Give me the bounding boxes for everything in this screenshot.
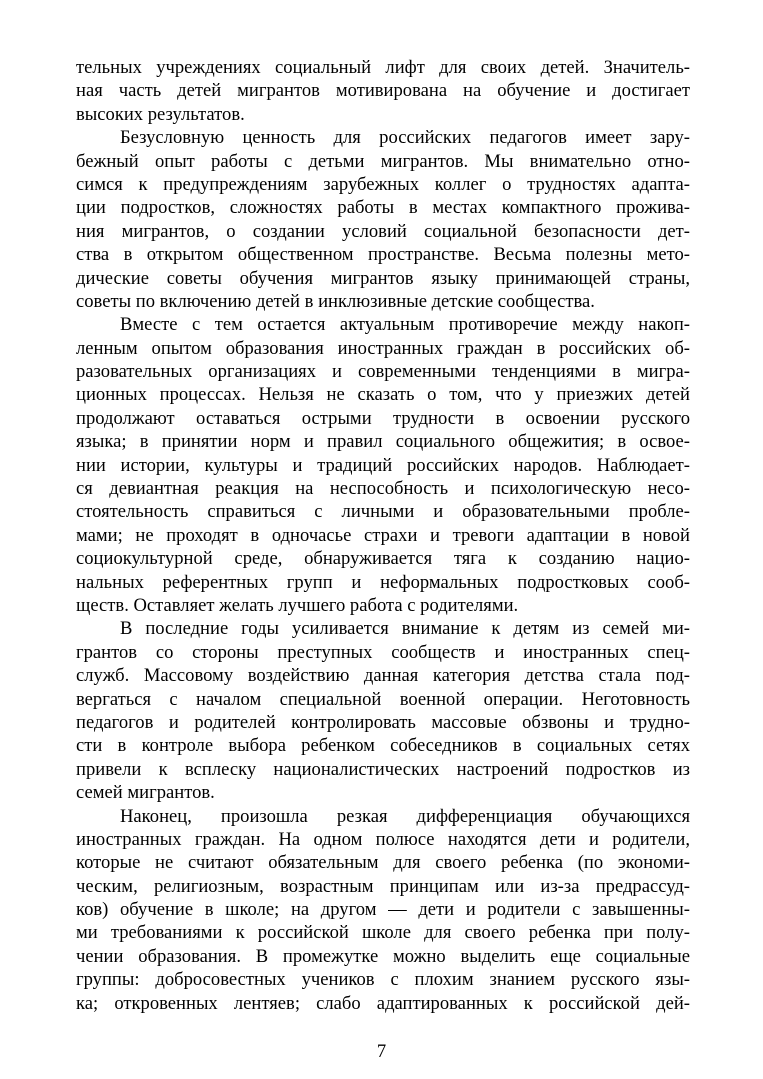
text-line: ции подростков, сложностях работы в местах компактного прожива- (76, 197, 690, 219)
text-line: которые не считают обязательным для своего ребенка (по экономи- (76, 852, 690, 874)
text-line: грантов со стороны преступных сообществ и иностранных спец- (76, 641, 690, 663)
text-line: ческим, религиозным, возрастным принципам или из-за предрассуд- (76, 875, 690, 897)
text-line: продолжают оставаться острыми трудности в освоении русского (76, 407, 690, 429)
text-line: семей мигрантов. (76, 782, 215, 804)
text-line: привели к всплеску националистических настроений подростков из (76, 758, 690, 780)
paragraph (76, 313, 690, 617)
text-line: дические советы обучения мигрантов языку принимающей страны, (76, 267, 690, 289)
text-line: ционных процессах. Нельзя не сказать о том, что у приезжих детей (76, 384, 690, 406)
paragraph (76, 617, 690, 804)
text-line: педагогов и родителей контролировать массовые обзвоны и трудно- (76, 711, 690, 733)
text-line: вергаться с началом специальной военной операции. Неготовность (76, 688, 690, 710)
page-number: 7 (376, 1041, 387, 1062)
text-line: Безусловную ценность для российских педагогов имеет зару- (120, 127, 690, 149)
paragraph (76, 126, 690, 313)
text-line: советы по включению детей в инклюзивные детские сообщества. (76, 290, 595, 312)
text-line: служб. Массовому воздействию данная категория детства стала под- (76, 665, 690, 687)
text-line: разовательных организациях и современными тенденциями в мигра- (76, 361, 690, 383)
text-line: стоятельность справиться с личными и образовательными пробле- (76, 501, 690, 523)
text-line: нальных референтных групп и неформальных подростковых сооб- (76, 571, 690, 593)
text-line: иностранных граждан. На одном полюсе находятся дети и родители, (76, 828, 690, 850)
text-line: ществ. Оставляет желать лучшего работа с родителями. (76, 594, 519, 616)
text-line: ства в открытом общественном пространстве. Весьма полезны мето- (76, 244, 690, 266)
text-line: группы: добросовестных учеников с плохим знанием русского язы- (76, 969, 690, 991)
text-line: ми требованиями к российской школе для своего ребенка при полу- (76, 922, 690, 944)
text-line: ния мигрантов, о создании условий социальной безопасности дет- (76, 220, 690, 242)
text-line: ная часть детей мигрантов мотивирована на обучение и достигает (76, 80, 690, 102)
text-line: ся девиантная реакция на неспособность и психологическую несо- (76, 478, 690, 500)
text-line: тельных учреждениях социальный лифт для своих детей. Значитель- (76, 57, 690, 78)
text-line: мами; не проходят в одночасье страхи и тревоги адаптации в новой (76, 524, 690, 546)
text-line: ков) обучение в школе; на другом — дети и родители с завышенны- (76, 899, 690, 921)
text-line: нии истории, культуры и традиций российских народов. Наблюдает- (76, 454, 690, 476)
page-body (76, 56, 690, 1015)
text-line: чении образования. В промежутке можно выделить еще социальные (76, 945, 690, 967)
paragraph (76, 56, 690, 126)
text-line: бежный опыт работы с детьми мигрантов. Мы внимательно отно- (76, 150, 690, 172)
text-line: ка; откровенных лентяев; слабо адаптированных к российской дей- (76, 992, 690, 1014)
text-line: социокультурной среде, обнаруживается тяга к созданию нацио- (76, 548, 690, 570)
text-line: Наконец, произошла резкая дифференциация обучающихся (120, 805, 690, 827)
text-line: ленным опытом образования иностранных граждан в российских об- (76, 337, 690, 359)
text-line: высоких результатов. (76, 103, 245, 125)
text-line: сти в контроле выбора ребенком собеседников в социальных сетях (76, 735, 690, 757)
text-line: В последние годы усиливается внимание к детям из семей ми- (120, 618, 690, 640)
text-line: языка; в принятии норм и правил социального общежития; в освое- (76, 431, 690, 453)
text-line: Вместе с тем остается актуальным противоречие между накоп- (120, 314, 690, 336)
text-line: симся к предупреждениям зарубежных коллег о трудностях адапта- (76, 173, 690, 195)
paragraph (76, 805, 690, 1016)
